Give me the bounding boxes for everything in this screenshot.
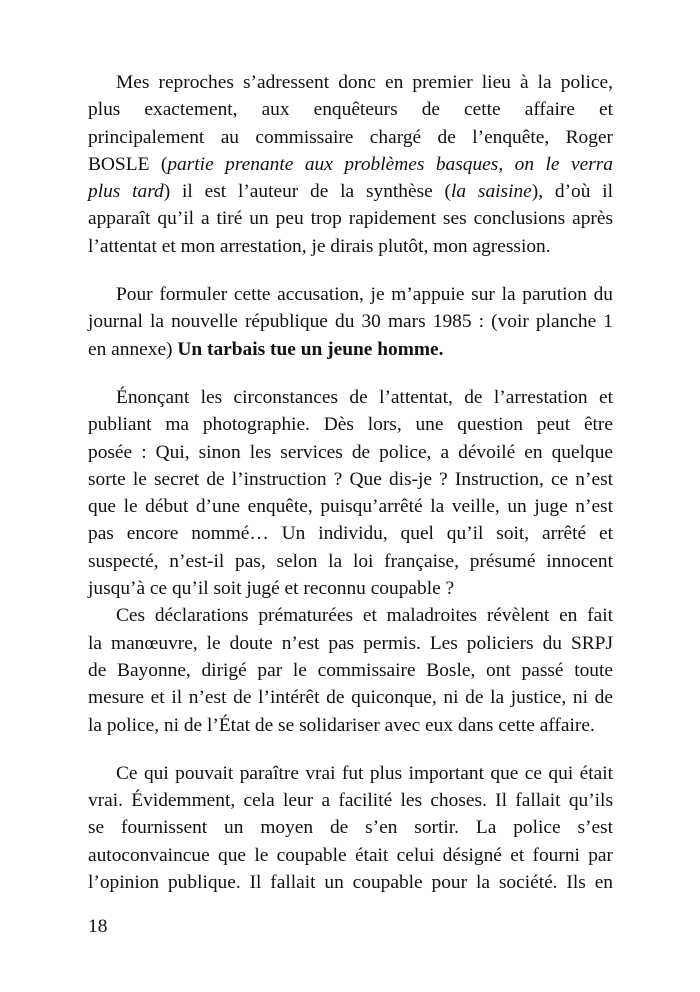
text-segment: Mes reproches s’adressent donc en premier lieu à la police, <box>116 72 613 93</box>
text-segment: Ces déclarations prématurées et maladroites révèlent en fait <box>116 605 613 627</box>
text-segment: vrai. Évidemment, cela leur a facilité les choses. Il fallait qu’ils <box>88 790 613 812</box>
text-segment: jusqu’à ce qu’il soit jugé et reconnu coupable ? <box>88 578 455 600</box>
text-line <box>88 69 613 96</box>
text-segment: la manœuvre, le doute n’est pas permis. Les policiers du SRPJ <box>88 632 613 654</box>
text-line <box>88 336 613 363</box>
text-line <box>88 814 613 841</box>
text-line <box>88 411 613 438</box>
italic-text: partie prenante aux problèmes basques, on le verra <box>167 153 614 175</box>
text-segment: posée : Qui, sinon les services de police, a dévoilé en quelque <box>88 441 613 463</box>
text-line <box>88 842 613 869</box>
text-segment: pas encore nommé… Un individu, quel qu’il soit, arrêté et <box>88 523 613 545</box>
text-segment: l’attentat et mon arrestation, je dirais plutôt, mon agression. <box>88 235 551 257</box>
text-line <box>88 760 613 787</box>
text-segment: que le début d’une enquête, puisqu’arrêté la veille, un juge n’est <box>88 496 613 518</box>
text-segment: autoconvaincue que le coupable était celui désigné et fourni par <box>88 844 613 866</box>
text-line <box>88 466 613 493</box>
text-segment: la police, ni de l’État de se solidariser avec eux dans cette affaire. <box>88 714 595 736</box>
text-segment: BOSLE ( <box>88 153 168 175</box>
italic-text: plus tard <box>88 181 164 203</box>
text-segment: publiant ma photographie. Dès lors, une question peut être <box>88 414 613 436</box>
text-line <box>88 151 613 178</box>
text-line <box>88 869 613 896</box>
text-line <box>88 787 613 814</box>
text-segment: journal la nouvelle république du 30 mars 1985 : (voir planche 1 <box>88 311 613 333</box>
text-line <box>88 712 613 739</box>
text-line <box>88 281 613 308</box>
text-segment: ), d’où il <box>531 181 614 203</box>
text-segment: mesure et il n’est de l’intérêt de quiconque, ni de la justice, ni de <box>88 687 613 709</box>
text-line <box>88 548 613 575</box>
text-line <box>88 493 613 520</box>
text-line <box>88 630 613 657</box>
text-segment: suspecté, n’est-il pas, selon la loi française, présumé innocent <box>88 550 613 572</box>
text-line <box>88 657 613 684</box>
text-line <box>88 439 613 466</box>
text-segment: Pour formuler cette accusation, je m’appuie sur la parution du <box>116 284 613 306</box>
text-segment: de Bayonne, dirigé par le commissaire Bosle, ont passé toute <box>88 659 613 681</box>
page-number: 18 <box>88 916 108 937</box>
text-segment: ) il est l’auteur de la synthèse ( <box>163 181 452 203</box>
text-segment: Énonçant les circonstances de l’attentat, de l’arrestation et <box>116 386 613 408</box>
text-segment: Ce qui pouvait paraître vrai fut plus important que ce qui était <box>116 762 613 784</box>
text-line <box>88 308 613 335</box>
text-line <box>88 178 613 205</box>
text-segment: apparaît qu’il a tiré un peu trop rapidement ses conclusions après <box>88 208 613 230</box>
text-segment: principalement au commissaire chargé de l’enquête, Roger <box>88 126 613 148</box>
bold-text: Un tarbais tue un jeune homme. <box>177 338 444 360</box>
paragraph <box>88 69 613 260</box>
text-line <box>88 233 613 260</box>
text-segment: sorte le secret de l’instruction ? Que dis-je ? Instruction, ce n’est <box>88 468 613 490</box>
paragraph <box>88 384 613 602</box>
paragraph <box>88 281 613 363</box>
text-line <box>88 205 613 232</box>
page-body-text <box>88 69 613 896</box>
text-segment: en annexe) <box>88 338 178 360</box>
text-segment: plus exactement, aux enquêteurs de cette affaire et <box>88 99 613 121</box>
text-line <box>88 124 613 151</box>
paragraph <box>88 602 613 738</box>
text-line <box>88 684 613 711</box>
text-line <box>88 96 613 123</box>
text-line <box>88 602 613 629</box>
text-segment: se fournissent un moyen de s’en sortir. La police s’est <box>88 817 613 839</box>
text-line <box>88 384 613 411</box>
text-line <box>88 575 613 602</box>
italic-text: la saisine <box>451 181 532 203</box>
text-segment: l’opinion publique. Il fallait un coupable pour la société. Ils en <box>88 872 613 894</box>
text-line <box>88 520 613 547</box>
paragraph <box>88 760 613 896</box>
